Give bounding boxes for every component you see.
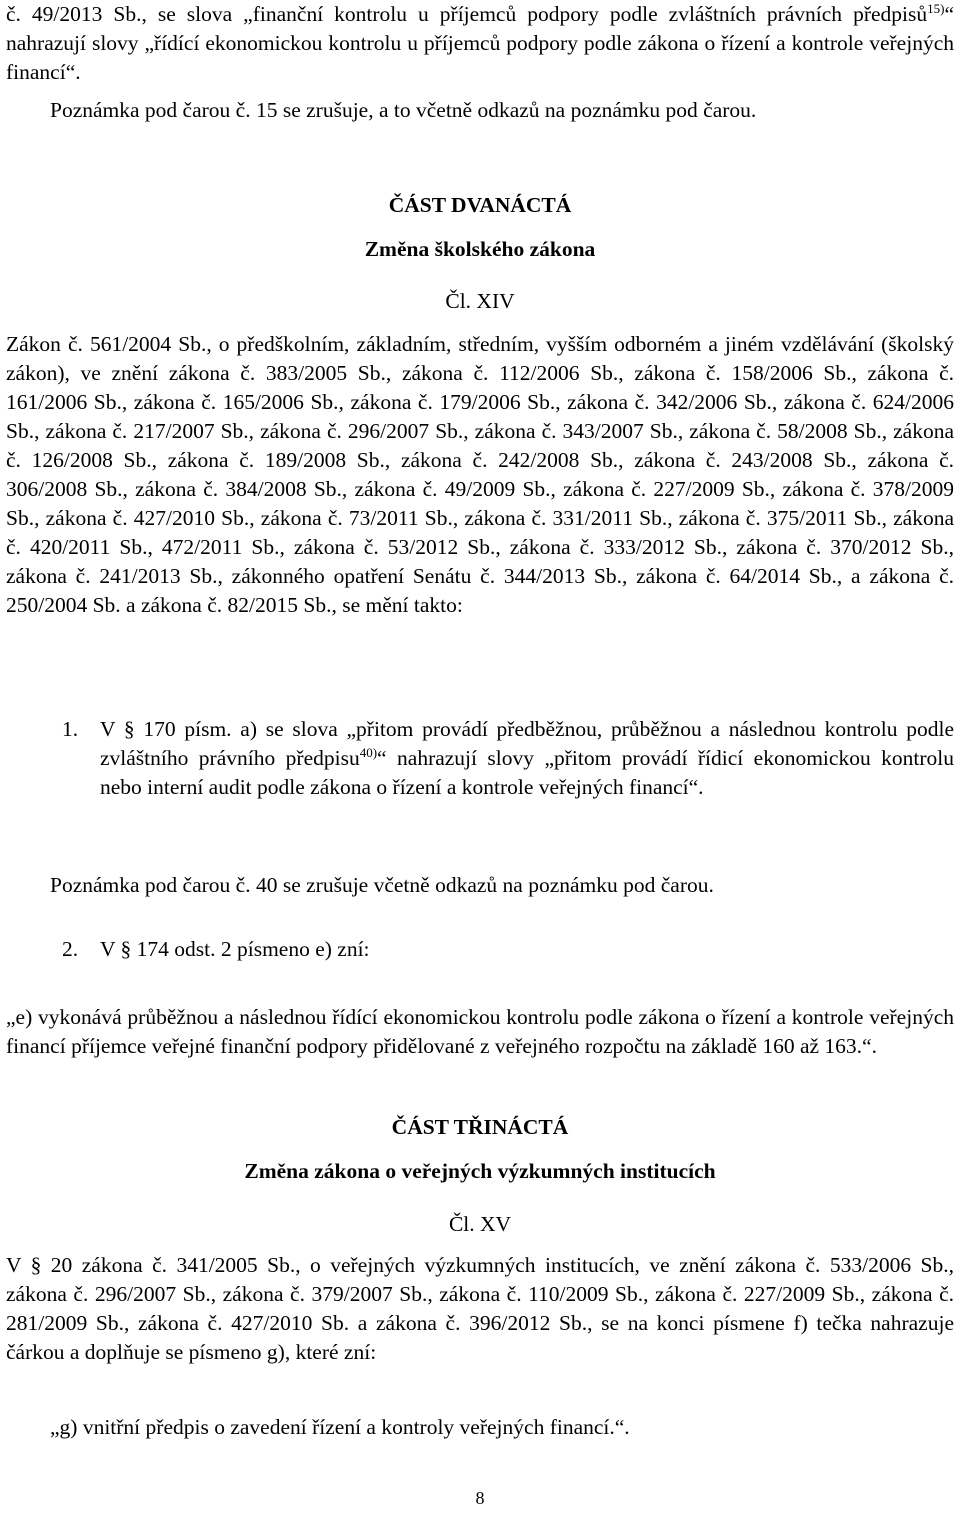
footnote-ref-15: 15) [927, 1, 945, 16]
part-12-title: ČÁST DVANÁCTÁ [388, 193, 572, 217]
part-13-title: ČÁST TŘINÁCTÁ [391, 1115, 569, 1139]
footnote-ref-40: 40) [359, 745, 378, 760]
part-12-subtitle: Změna školského zákona [364, 237, 596, 261]
item-1-text-part2: “ nahrazují slovy „přitom provádí řídicí ekonomickou kontrolu nebo interní audit podle zákona o řízení a kontrole veřejných financí“. [100, 746, 954, 799]
amendment-item-2 [62, 935, 954, 964]
footnote-note-40: Poznámka pod čarou č. 40 se zrušuje včetně odkazů na poznámku pod čarou. [50, 873, 714, 897]
amendment-item-1 [62, 715, 954, 802]
item-1-number: 1. [62, 717, 79, 741]
amendment-text-1: č. 49/2013 Sb., se slova „finanční kontrolu u příjemců podpory podle zvláštních právních předpisů [6, 2, 928, 26]
item-2-quote: „e) vykonává průběžnou a následnou řídící ekonomickou kontrolu podle zákona o řízení a kontrole veřejných financí příjemce veřejné finanční podpory přidělované z veřejného rozpočtu na základě 160 až 163.“. [6, 1005, 954, 1058]
item-1-text-part1: V § 170 písm. a) se slova „přitom provádí předběžnou, průběžnou a následnou kontrolu podle zvláštního právního předpisu [100, 717, 954, 770]
part-13-quote: „g) vnitřní předpis o zavedení řízení a kontroly veřejných financí.“. [50, 1415, 630, 1439]
article-15-label: Čl. XV [448, 1212, 512, 1236]
part-12-intro: Zákon č. 561/2004 Sb., o předškolním, základním, středním, vyšším odborném a jiném vzdělávání (školský zákon), ve znění zákona č. 383/2005 Sb., zákona č. 112/2006 Sb., zákona č. 158/2006 Sb., zákona č. 161/2006 Sb., zákona č. 165/2006 Sb., zákona č. 179/2006 Sb., zákona č. 342/2006 Sb., zákona č. 624/2006 Sb., zákona č. 217/2007 Sb., zákona č. 296/2007 Sb., zákona č. 343/2007 Sb., zákona č. 58/2008 Sb., zákona č. 126/2008 Sb., zákona č. 189/2008 Sb., zákona č. 242/2008 Sb., zákona č. 243/2008 Sb., zákona č. 306/2008 Sb., zákona č. 384/2008 Sb., zákona č. 49/2009 Sb., zákona č. 227/2009 Sb., zákona č. 378/2009 Sb., zákona č. 427/2010 Sb., zákona č. 73/2011 Sb., zákona č. 331/2011 Sb., zákona č. 375/2011 Sb., zákona č. 420/2011 Sb., 472/2011 Sb., zákona č. 53/2012 Sb., zákona č. 333/2012 Sb., zákona č. 370/2012 Sb., zákona č. 241/2013 Sb., zákonného opatření Senátu č. 344/2013 Sb., zákona č. 64/2014 Sb., a zákona č. 250/2004 Sb. a zákona č. 82/2015 Sb., se mění takto: [6, 332, 954, 617]
article-14-label: Čl. XIV [445, 289, 515, 313]
footnote-note-15: Poznámka pod čarou č. 15 se zrušuje, a to včetně odkazů na poznámku pod čarou. [50, 98, 757, 122]
amendment-text-2: “ nahrazují slovy „řídící ekonomickou kontrolu u příjemců podpory podle zákona o řízení a kontrole veřejných financí“. [6, 2, 954, 84]
item-2-text: V § 174 odst. 2 písmeno e) zní: [100, 937, 370, 961]
item-2-number: 2. [62, 937, 79, 961]
item-1-text [100, 715, 954, 802]
part-13-intro: V § 20 zákona č. 341/2005 Sb., o veřejných výzkumných institucích, ve znění zákona č. 533/2006 Sb., zákona č. 296/2007 Sb., zákona č. 379/2007 Sb., zákona č. 110/2009 Sb., zákona č. 227/2009 Sb., zákona č. 281/2009 Sb., zákona č. 427/2010 Sb. a zákona č. 396/2012 Sb., se na konci písmene f) tečka nahrazuje čárkou a doplňuje se písmeno g), které zní: [6, 1253, 954, 1364]
amendment-paragraph [6, 0, 954, 87]
page-number: 8 [475, 1488, 485, 1508]
part-13-subtitle: Změna zákona o veřejných výzkumných institucích [244, 1159, 716, 1183]
